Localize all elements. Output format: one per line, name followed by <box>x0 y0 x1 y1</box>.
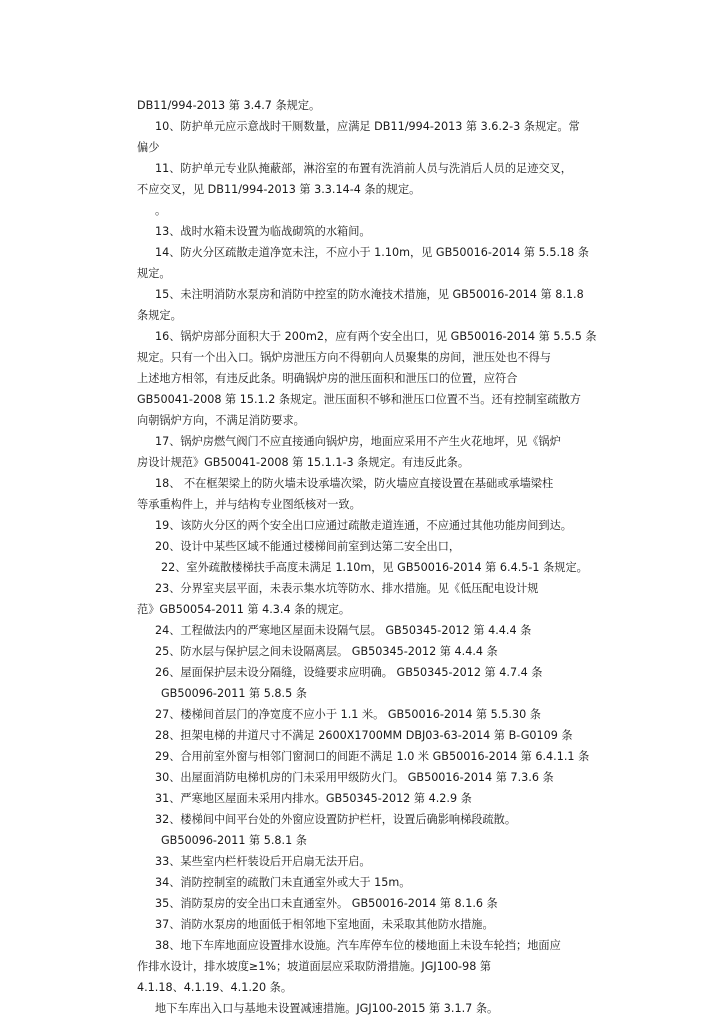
text-line: GB50096-2011 第 5.8.1 条 <box>161 834 307 847</box>
text-line: 38、地下车库地面应设置排水设施。汽车库停车位的楼地面上未设车轮挡；地面应 <box>155 939 561 952</box>
text-line: 16、锅炉房部分面积大于 200m2，应有两个安全出口，见 GB50016-2014 第 5.5.5 条 <box>155 330 597 343</box>
text-line: 13、战时水箱未设置为临战砌筑的水箱间。 <box>155 225 371 238</box>
text-line: 规定。 <box>137 267 171 280</box>
text-line: 30、出屋面消防电梯机房的门未采用甲级防火门。 GB50016-2014 第 7.3.6 条 <box>155 771 554 784</box>
text-line: 。 <box>155 204 167 217</box>
text-line: 37、消防水泵房的地面低于相邻地下室地面，未采取其他防水措施。 <box>155 918 494 931</box>
text-line: 房设计规范》GB50041-2008 第 15.1.1-3 条规定。有违反此条。 <box>137 456 470 469</box>
text-line: 作排水设计，排水坡度≥1%；坡道面层应采取防滑措施。JGJ100-98 第 <box>137 960 492 973</box>
text-line: 33、某些室内栏杆装设后开启扇无法开启。 <box>155 855 371 868</box>
text-line: 14、防火分区疏散走道净宽未注，不应小于 1.10m，见 GB50016-2014 第 5.5.18 条 <box>155 246 589 259</box>
text-line: 等承重构件上，并与结构专业图纸核对一致。 <box>137 498 361 511</box>
text-line: 不应交叉，见 DB11/994-2013 第 3.3.14-4 条的规定。 <box>137 183 421 196</box>
text-line: 34、消防控制室的疏散门未直通室外或大于 15m。 <box>155 876 411 889</box>
text-line: 10、防护单元应示意战时干厕数量，应满足 DB11/994-2013 第 3.6.2-3 条规定。常 <box>155 120 580 133</box>
text-line: 17、锅炉房燃气阀门不应直接通向锅炉房，地面应采用不产生火花地坪，见《锅炉 <box>155 435 561 448</box>
text-line: 偏少 <box>137 141 160 154</box>
text-line: GB50041-2008 第 15.1.2 条规定。泄压面积不够和泄压口位置不当。还有控制室疏散方 <box>137 393 581 406</box>
text-line: 22、室外疏散楼梯扶手高度未满足 1.10m，见 GB50016-2014 第 6.4.5-1 条规定。 <box>161 561 588 574</box>
text-line: 19、该防火分区的两个安全出口应通过疏散走道连通，不应通过其他功能房间到达。 <box>155 519 572 532</box>
text-line: 4.1.18、4.1.19、4.1.20 条。 <box>137 981 293 994</box>
text-line: 15、未注明消防水泵房和消防中控室的防水淹技术措施，见 GB50016-2014 第 8.1.8 <box>155 288 584 301</box>
text-line: 23、分界室夹层平面，未表示集水坑等防水、排水措施。见《低压配电设计规 <box>155 582 539 595</box>
text-line: 25、防水层与保护层之间未设隔离层。 GB50345-2012 第 4.4.4 条 <box>155 645 498 658</box>
text-line: 32、楼梯间中间平台处的外窗应设置防护栏杆，设置后确影响梯段疏散。 <box>155 813 517 826</box>
text-line: 27、楼梯间首层门的净宽度不应小于 1.1 米。 GB50016-2014 第 5.5.30 条 <box>155 708 541 721</box>
text-line: 24、工程做法内的严寒地区屋面未设隔气层。 GB50345-2012 第 4.4.4 条 <box>155 624 532 637</box>
text-line: 26、屋面保护层未设分隔缝，设缝要求应明确。 GB50345-2012 第 4.7.4 条 <box>155 666 543 679</box>
text-line: DB11/994-2013 第 3.4.7 条规定。 <box>137 99 321 112</box>
text-line: 规定。只有一个出入口。锅炉房泄压方向不得朝向人员聚集的房间，泄压处也不得与 <box>137 351 551 364</box>
text-line: 向朝锅炉方向，不满足消防要求。 <box>137 414 305 427</box>
text-line: 18、 不在框架梁上的防火墙未设承墙次梁，防火墙应直接设置在基础或承墙梁柱 <box>155 477 554 490</box>
text-line: 35、消防泵房的安全出口未直通室外。 GB50016-2014 第 8.1.6 条 <box>155 897 498 910</box>
text-line: 范》GB50054-2011 第 4.3.4 条的规定。 <box>137 603 351 616</box>
text-line: GB50096-2011 第 5.8.5 条 <box>161 687 307 700</box>
text-line: 29、合用前室外窗与相邻门窗洞口的间距不满足 1.0 米 GB50016-2014 第 6.4.1.1 条 <box>155 750 590 763</box>
text-line: 28、担架电梯的井道尺寸不满足 2600X1700MM DBJ03-63-2014 第 B-G0109 条 <box>155 729 573 742</box>
text-line: 11、防护单元专业队掩蔽部，淋浴室的布置有洗消前人员与洗消后人员的足迹交叉， <box>155 162 572 175</box>
text-line: 31、严寒地区屋面未采用内排水。GB50345-2012 第 4.2.9 条 <box>155 792 472 805</box>
text-line: 地下车库出入口与基地未设置减速措施。JGJ100-2015 第 3.1.7 条。 <box>155 1002 499 1015</box>
text-line: 上述地方相邻，有违反此条。明确锅炉房的泄压面积和泄压口的位置，应符合 <box>137 372 518 385</box>
text-line: 20、设计中某些区域不能通过楼梯间前室到达第二安全出口， <box>155 540 461 553</box>
text-line: 条规定。 <box>137 309 182 322</box>
